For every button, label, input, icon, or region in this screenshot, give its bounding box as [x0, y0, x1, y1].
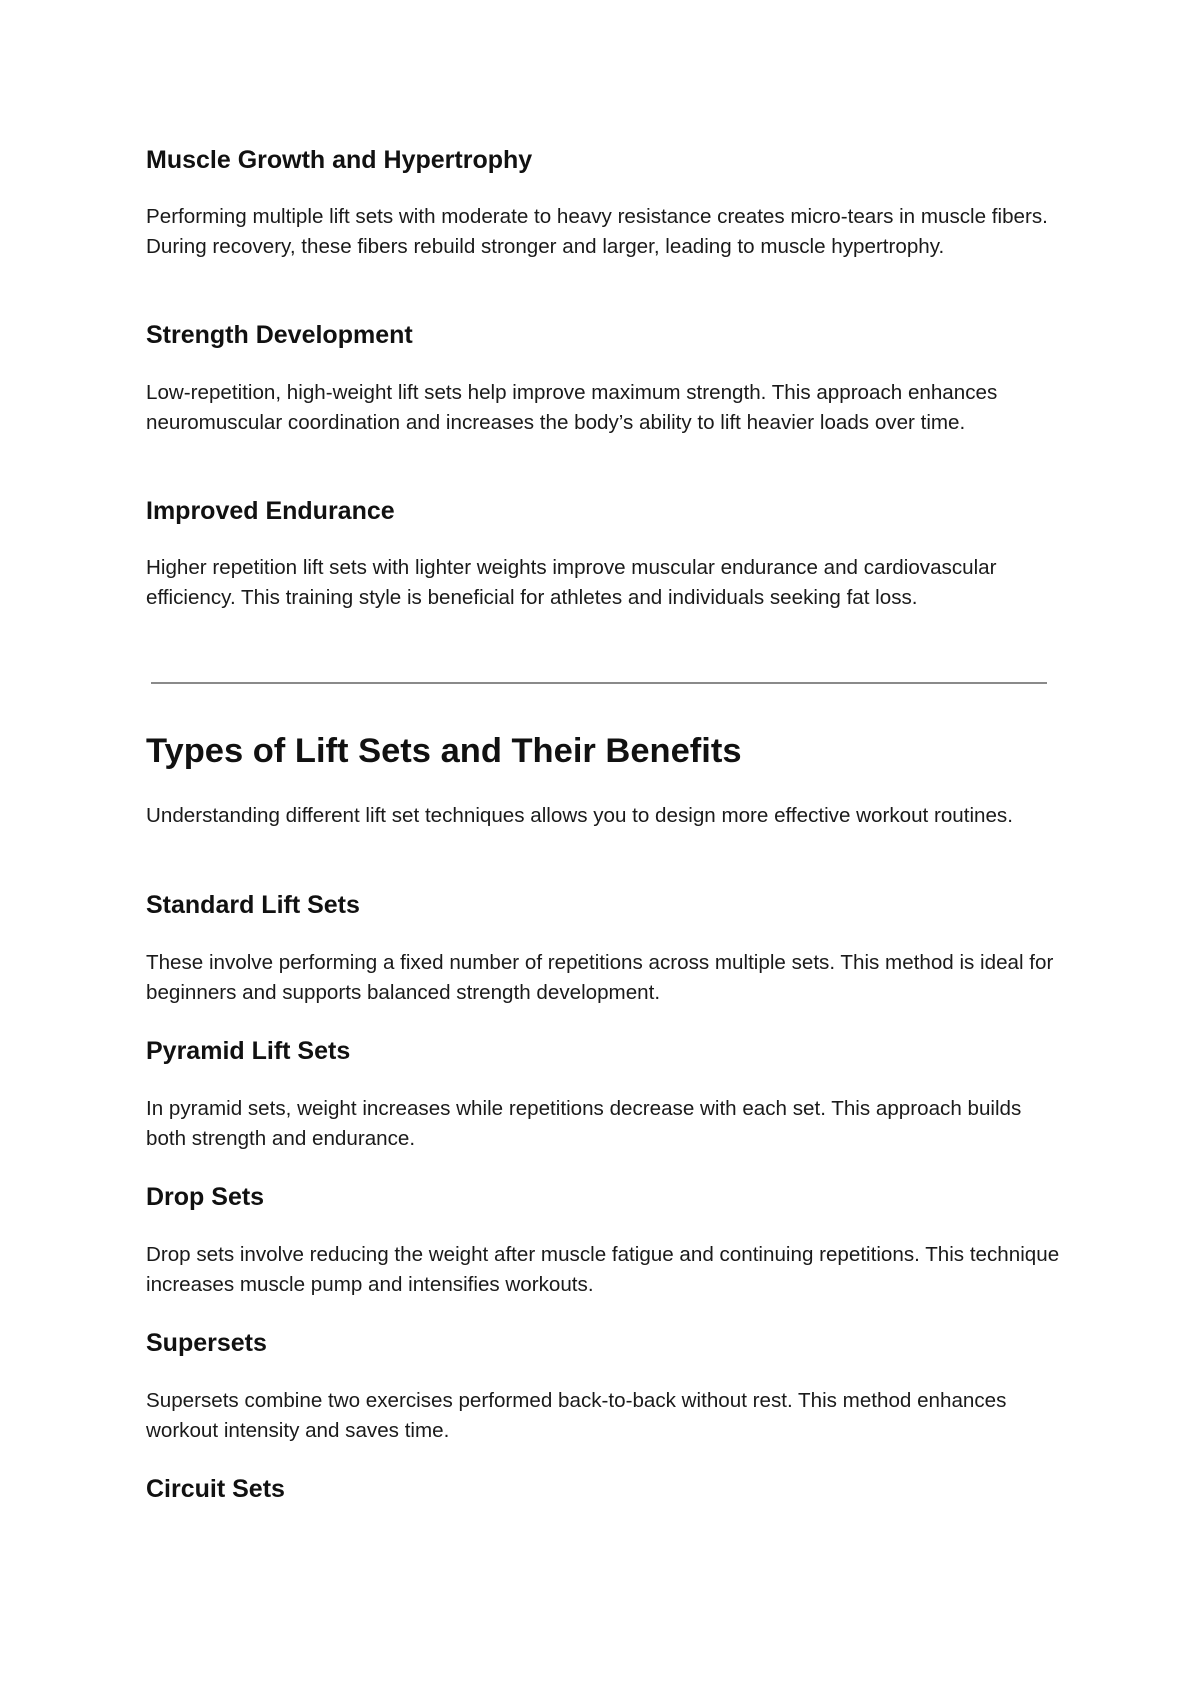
paragraph-standard-lift-sets: These involve performing a fixed number of repetitions across multiple sets. This method is ideal for beginners and supports balanced strength development. [146, 951, 1054, 1004]
heading-improved-endurance: Improved Endurance [146, 497, 395, 525]
heading-pyramid-lift-sets: Pyramid Lift Sets [146, 1037, 351, 1065]
section-title-types: Types of Lift Sets and Their Benefits [146, 732, 742, 770]
heading-muscle-growth: Muscle Growth and Hypertrophy [146, 146, 533, 174]
paragraph-pyramid-lift-sets: In pyramid sets, weight increases while repetitions decrease with each set. This approach builds both strength and endurance. [146, 1097, 1022, 1150]
paragraph-muscle-growth: Performing multiple lift sets with moderate to heavy resistance creates micro-tears in muscle fibers. During recovery, these fibers rebuild stronger and larger, leading to muscle hypertrophy. [146, 205, 1048, 258]
paragraph-types-intro: Understanding different lift set techniques allows you to design more effective workout routines. [146, 804, 1013, 827]
paragraph-improved-endurance: Higher repetition lift sets with lighter weights improve muscular endurance and cardiovascular efficiency. This training style is beneficial for athletes and individuals seeking fat loss. [146, 556, 997, 609]
paragraph-supersets: Supersets combine two exercises performed back-to-back without rest. This method enhances workout intensity and saves time. [146, 1389, 1007, 1442]
horizontal-divider [151, 682, 1047, 684]
heading-drop-sets: Drop Sets [146, 1183, 265, 1211]
paragraph-drop-sets: Drop sets involve reducing the weight after muscle fatigue and continuing repetitions. This technique increases muscle pump and intensifies workouts. [146, 1243, 1060, 1296]
heading-strength-development: Strength Development [146, 321, 413, 349]
heading-circuit-sets: Circuit Sets [146, 1475, 285, 1503]
heading-supersets: Supersets [146, 1329, 267, 1357]
paragraph-strength-development: Low-repetition, high-weight lift sets help improve maximum strength. This approach enhances neuromuscular coordination and increases the body’s ability to lift heavier loads over time. [146, 381, 998, 434]
heading-standard-lift-sets: Standard Lift Sets [146, 891, 360, 919]
